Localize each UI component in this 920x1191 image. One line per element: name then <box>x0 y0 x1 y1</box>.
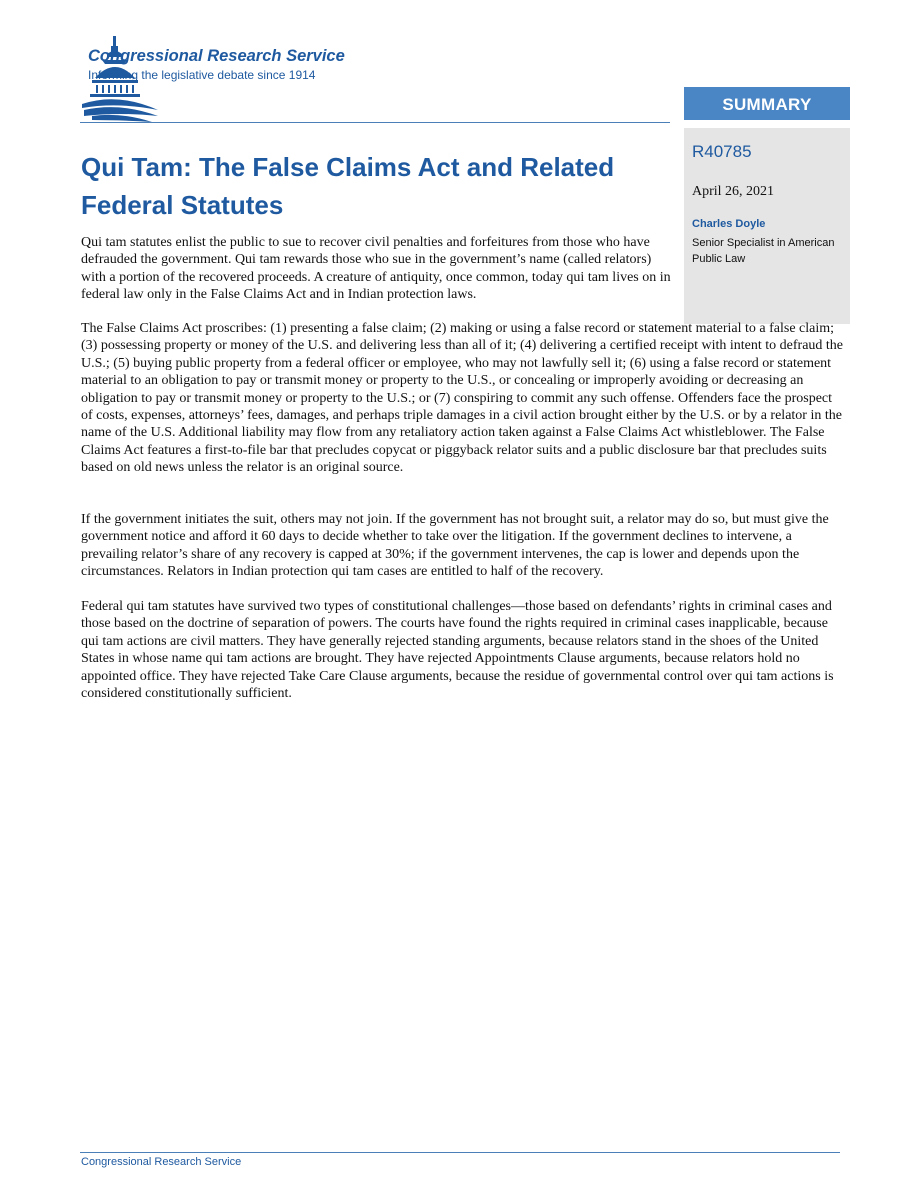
author-name[interactable]: Charles Doyle <box>692 218 766 230</box>
report-number: R40785 <box>692 142 752 161</box>
report-info-sidebar <box>684 128 850 324</box>
page-title: Qui Tam: The False Claims Act and Related Federal Statutes <box>81 152 615 220</box>
org-name: Congressional Research Service <box>88 47 345 65</box>
org-tagline: Informing the legislative debate since 1914 <box>88 68 316 82</box>
footer-text: Congressional Research Service <box>81 1156 242 1168</box>
footer-divider <box>80 1152 840 1153</box>
summary-paragraph: If the government initiates the suit, others may not join. If the government has not brought suit, a relator may do so, but must give the government notice and afford it 60 days to decide whether to take over the litigation. If the government declines to intervene, a prevailing relator’s share of any recovery is capped at 30%; if the government intervenes, the cap is lower and depends upon the circumstances. Relators in Indian protection qui tam cases are entitled to half of the recovery. <box>81 512 829 580</box>
header-divider <box>80 122 670 123</box>
author-title: Senior Specialist in American Public Law <box>692 237 835 265</box>
summary-paragraph: Qui tam statutes enlist the public to sue to recover civil penalties and forfeitures from those who have defrauded the government. Qui tam rewards those who sue in the government’s name (called relators) with a portion of the recovered proceeds. A creature of antiquity, once common, today qui tam lives on in federal law only in the False Claims Act and in Indian protection laws. <box>81 235 671 303</box>
summary-paragraph: The False Claims Act proscribes: (1) presenting a false claim; (2) making or using a false record or statement material to a false claim; (3) possessing property or money of the U.S. and delivering less than all of it; (4) delivering a certified receipt with intent to defraud the U.S.; (5) buying public property from a federal officer or employee, who may not lawfully sell it; (6) using a false record or statement material to an obligation to pay or transmit money or property to the U.S., or concealing or improperly avoiding or decreasing an obligation to pay or transmit money or property to the U.S.; or (7) conspiring to commit any such offense. Offenders face the prospect of costs, expenses, attorneys’ fees, damages, and perhaps triple damages in a civil action brought either by the U.S. or by a relator in the name of the U.S. Additional liability may flow from any retaliatory action taken against a False Claims Act whistleblower. The False Claims Act features a first-to-file bar that precludes copycat or piggyback relator suits and a public disclosure bar that precludes suits based on old news unless the relator is an original source. <box>81 321 844 476</box>
report-date: April 26, 2021 <box>692 184 775 199</box>
summary-paragraph: Federal qui tam statutes have survived two types of constitutional challenges—those based on defendants’ rights in criminal cases and those based on the doctrine of separation of powers. The courts have found the rights required in criminal cases inapplicable, because qui tam actions are civil matters. They have generally rejected standing arguments, because relators stand in the shoes of the United States in whose name qui tam actions are brought. They have rejected Appointments Clause arguments, because relators hold no appointed office. They have rejected Take Care Clause arguments, because the residue of governmental control over qui tam actions is considered constitutionally sufficient. <box>81 599 834 702</box>
summary-tab: SUMMARY <box>684 87 850 120</box>
